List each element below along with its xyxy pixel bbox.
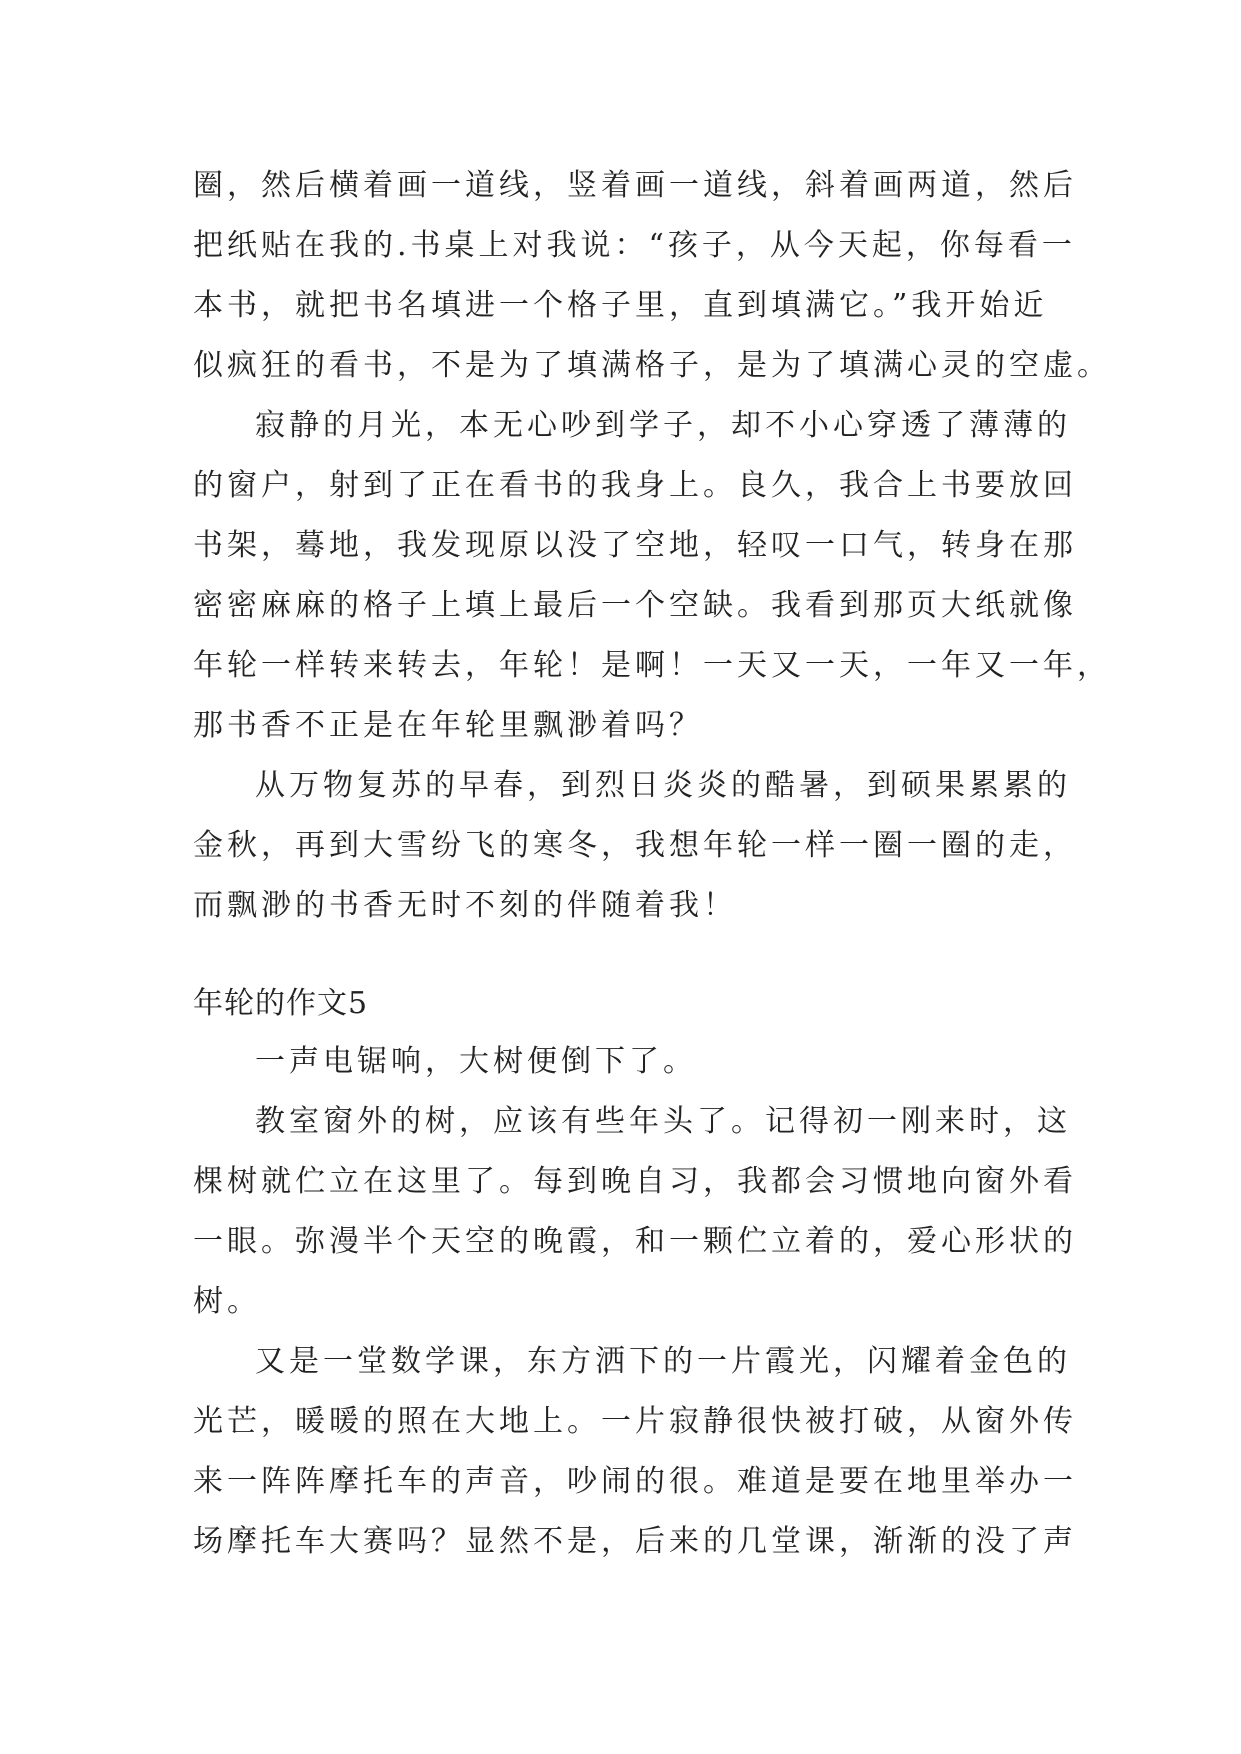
paragraph-line: 教室窗外的树，应该有些年头了。记得初一刚来时，这 — [255, 1104, 1071, 1139]
paragraph-line: 寂静的月光，本无心吵到学子，却不小心穿透了薄薄的 — [255, 408, 1071, 443]
paragraph-line: 本书，就把书名填进一个格子里，直到填满它。”我开始近 — [193, 288, 1048, 323]
paragraph-line: 光芒，暖暖的照在大地上。一片寂静很快被打破，从窗外传 — [193, 1404, 1077, 1439]
paragraph-line: 棵树就伫立在这里了。每到晚自习，我都会习惯地向窗外看 — [193, 1164, 1077, 1199]
paragraph-line: 把纸贴在我的.书桌上对我说：“孩子，从今天起，你每看一 — [193, 228, 1076, 263]
paragraph-line: 圈，然后横着画一道线，竖着画一道线，斜着画两道，然后 — [193, 168, 1077, 203]
paragraph-line: 年轮一样转来转去，年轮！是啊！一天又一天，一年又一年， — [193, 648, 1111, 683]
paragraph-line: 似疯狂的看书，不是为了填满格子，是为了填满心灵的空虚。 — [193, 348, 1111, 383]
paragraph-line: 那书香不正是在年轮里飘渺着吗？ — [193, 708, 703, 743]
paragraph-line: 金秋，再到大雪纷飞的寒冬，我想年轮一样一圈一圈的走， — [193, 828, 1077, 863]
paragraph-line: 来一阵阵摩托车的声音，吵闹的很。难道是要在地里举办一 — [193, 1464, 1077, 1499]
paragraph-line: 又是一堂数学课，东方洒下的一片霞光，闪耀着金色的 — [255, 1344, 1071, 1379]
section-heading: 年轮的作文5 — [193, 986, 369, 1021]
paragraph-line: 而飘渺的书香无时不刻的伴随着我！ — [193, 888, 737, 923]
paragraph-line: 一眼。弥漫半个天空的晚霞，和一颗伫立着的，爱心形状的 — [193, 1224, 1077, 1259]
paragraph-line: 密密麻麻的格子上填上最后一个空缺。我看到那页大纸就像 — [193, 588, 1077, 623]
paragraph-line: 树。 — [193, 1284, 261, 1319]
paragraph-line: 从万物复苏的早春，到烈日炎炎的酷暑，到硕果累累的 — [255, 768, 1071, 803]
paragraph-line: 场摩托车大赛吗？显然不是，后来的几堂课，渐渐的没了声 — [193, 1524, 1077, 1559]
paragraph-line: 的窗户，射到了正在看书的我身上。良久，我合上书要放回 — [193, 468, 1077, 503]
paragraph-line: 一声电锯响，大树便倒下了。 — [255, 1044, 697, 1079]
paragraph-line: 书架，蓦地，我发现原以没了空地，轻叹一口气，转身在那 — [193, 528, 1077, 563]
